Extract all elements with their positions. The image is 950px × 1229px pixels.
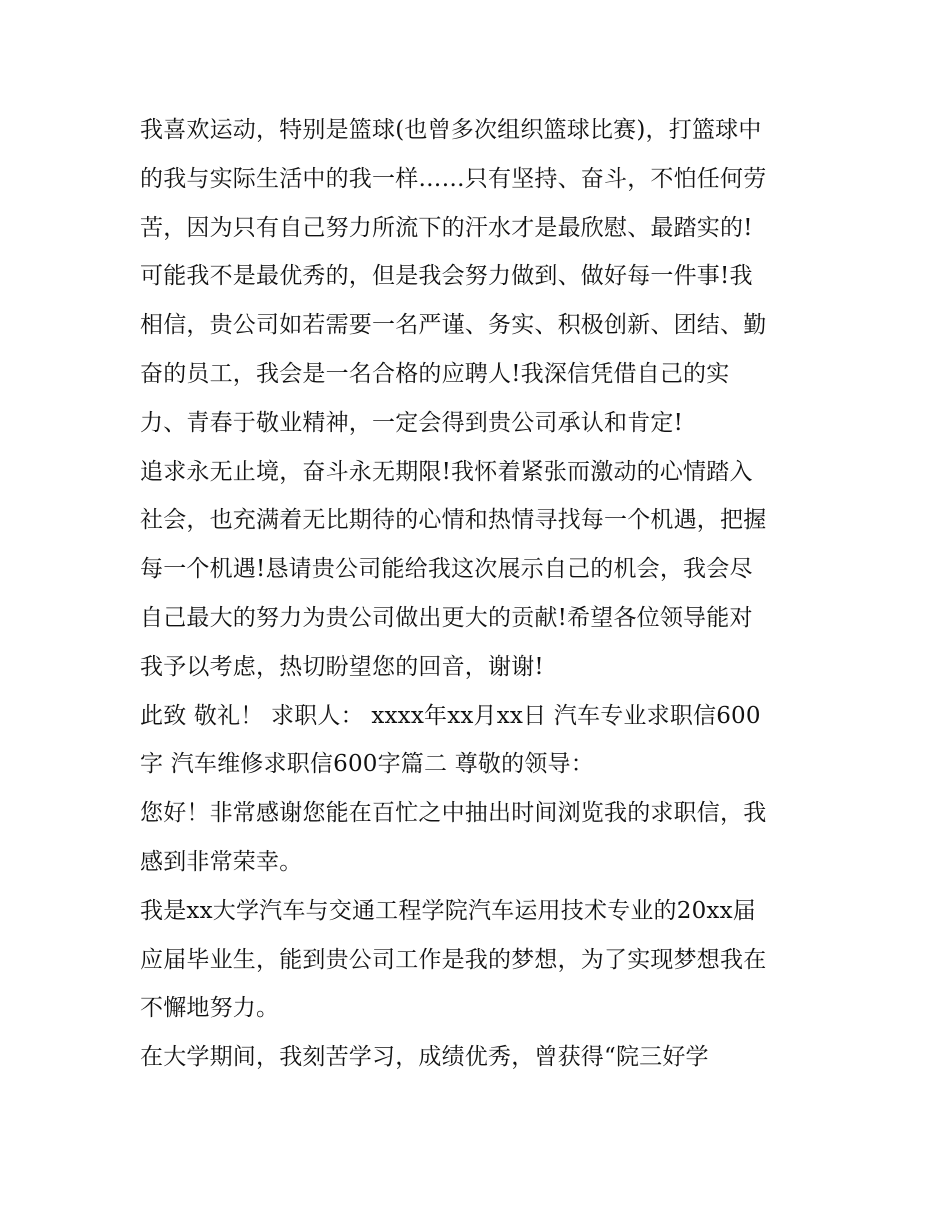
text-line: 我予以考虑，热切盼望您的回音，谢谢!	[140, 653, 544, 680]
text-line: 的我与实际生活中的我一样……只有坚持、奋斗，不怕任何劳	[140, 165, 767, 192]
text-line: 我是xx大学汽车与交通工程学院汽车运用技术专业的20xx届	[140, 897, 756, 924]
text-line: 字 汽车维修求职信600字篇二 尊敬的领导：	[140, 751, 594, 778]
text-line: 苦，因为只有自己努力所流下的汗水才是最欣慰、最踏实的!	[140, 214, 753, 241]
text-line: 奋的员工，我会是一名合格的应聘人!我深信凭借自己的实	[140, 360, 730, 387]
text-line: 力、青春于敬业精神，一定会得到贵公司承认和肯定!	[140, 409, 684, 436]
text-line: 社会，也充满着无比期待的心情和热情寻找每一个机遇，把握	[140, 507, 767, 534]
text-line: 不懈地努力。	[140, 995, 280, 1022]
text-line: 感到非常荣幸。	[140, 848, 303, 875]
text-line: 在大学期间，我刻苦学习，成绩优秀，曾获得“院三好学	[140, 1044, 709, 1071]
text-line: 自己最大的努力为贵公司做出更大的贡献!希望各位领导能对	[140, 604, 753, 631]
letter-body	[140, 106, 830, 1082]
text-line: 相信，贵公司如若需要一名严谨、务实、积极创新、团结、勤	[140, 312, 767, 339]
text-line: 您好！非常感谢您能在百忙之中抽出时间浏览我的求职信，我	[140, 800, 767, 827]
text-line: 此致 敬礼！ 求职人： xxxx年xx月xx日 汽车专业求职信600	[140, 702, 761, 729]
text-line: 可能我不是最优秀的，但是我会努力做到、做好每一件事!我	[140, 263, 753, 290]
text-line: 应届毕业生，能到贵公司工作是我的梦想，为了实现梦想我在	[140, 946, 767, 973]
text-line: 每一个机遇!恳请贵公司能给我这次展示自己的机会，我会尽	[140, 556, 753, 583]
text-line: 追求永无止境，奋斗永无期限!我怀着紧张而激动的心情踏入	[140, 458, 753, 485]
text-line: 我喜欢运动，特别是篮球(也曾多次组织篮球比赛)，打篮球中	[140, 117, 762, 143]
